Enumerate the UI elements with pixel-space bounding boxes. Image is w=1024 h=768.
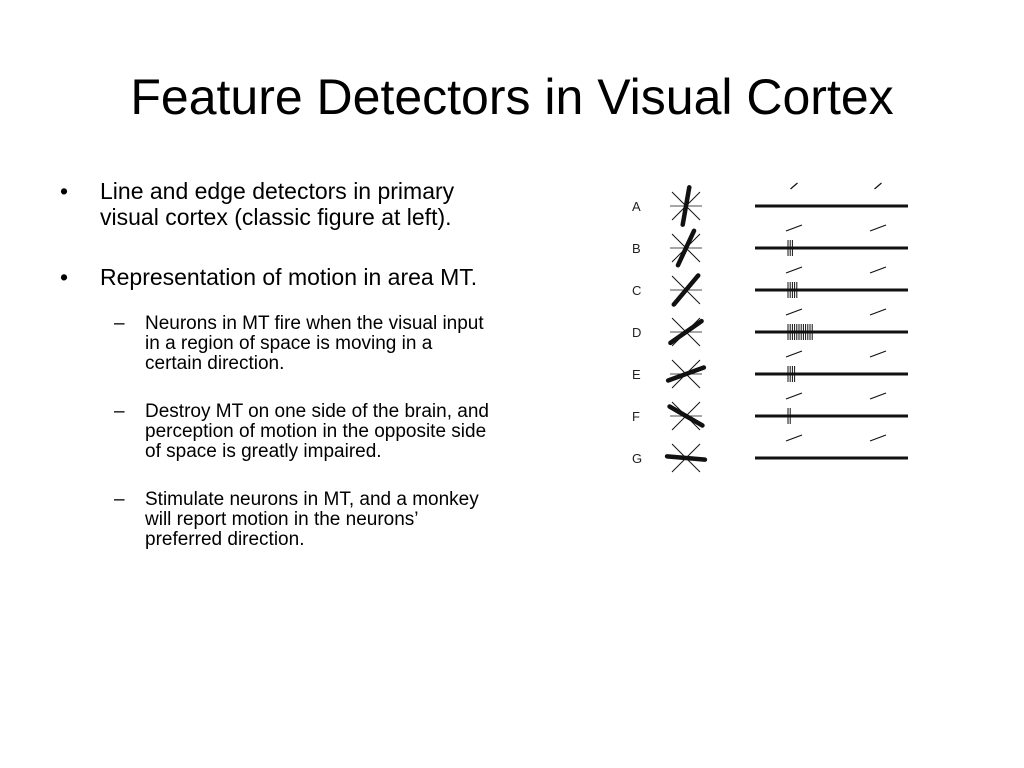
bullet-marker: • <box>60 264 69 290</box>
sub-bullet-item <box>100 314 490 374</box>
row-label-f: F <box>632 409 640 424</box>
row-label-d: D <box>632 325 642 340</box>
stimulus-mark <box>786 435 802 441</box>
row-label-b: B <box>632 241 641 256</box>
stimulus-bar <box>667 456 705 459</box>
bullet-text: Line and edge detectors in primary visual cortex (classic figure at left). <box>100 178 455 230</box>
stimulus-mark <box>786 393 802 399</box>
bullet-item <box>58 264 498 550</box>
sub-bullet-text: Neurons in MT fire when the visual input in a region of space is moving in a certain direction. <box>145 313 484 374</box>
sub-bullet-item <box>100 402 490 462</box>
stimulus-mark <box>791 183 798 189</box>
orientation-tuning-svg <box>620 168 920 488</box>
stimulus-mark <box>786 267 802 273</box>
sub-bullet-text: Destroy MT on one side of the brain, and perception of motion in the opposite side of space is greatly impaired. <box>145 401 489 462</box>
sub-bullet-text: Stimulate neurons in MT, and a monkey will report motion in the neurons’ preferred direction. <box>145 489 479 550</box>
row-label-c: C <box>632 283 642 298</box>
row-label-a: A <box>632 199 641 214</box>
stimulus-mark <box>870 309 886 315</box>
sub-bullet-marker: – <box>114 401 125 422</box>
row-label-g: G <box>632 451 643 466</box>
stimulus-mark <box>870 351 886 357</box>
sub-bullet-item <box>100 490 490 550</box>
orientation-tuning-figure <box>620 168 920 488</box>
bullet-item <box>58 178 498 230</box>
bullet-marker: • <box>60 178 69 204</box>
stimulus-mark <box>870 435 886 441</box>
stimulus-mark <box>870 225 886 231</box>
sub-bullet-marker: – <box>114 313 125 334</box>
bullet-list <box>58 178 498 584</box>
stimulus-mark <box>870 267 886 273</box>
stimulus-mark <box>870 393 886 399</box>
sub-bullet-marker: – <box>114 489 125 510</box>
stimulus-mark <box>875 183 882 189</box>
bullet-text: Representation of motion in area MT. <box>100 264 478 290</box>
stimulus-mark <box>786 309 802 315</box>
stimulus-mark <box>786 225 802 231</box>
stimulus-mark <box>786 351 802 357</box>
sub-bullet-list <box>100 314 498 550</box>
slide-title: Feature Detectors in Visual Cortex <box>130 69 894 125</box>
row-label-e: E <box>632 367 641 382</box>
